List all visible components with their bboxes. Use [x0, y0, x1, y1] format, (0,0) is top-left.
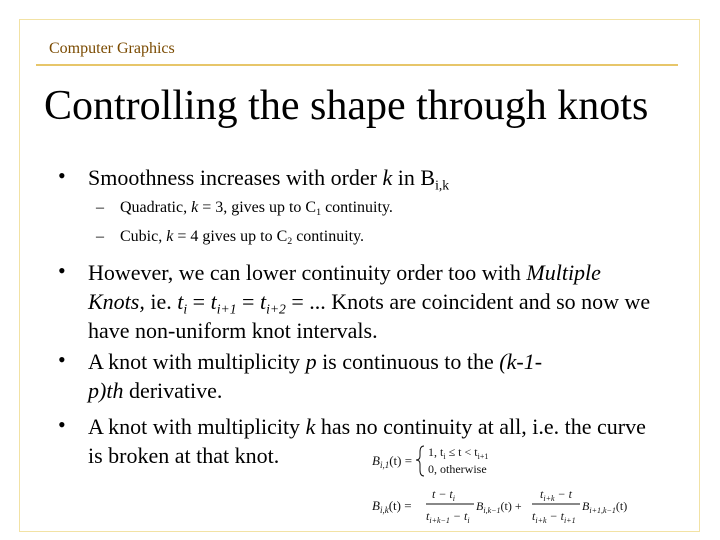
formula-lhs1: $B_{i,1}(t)$ =	[372, 453, 413, 470]
formula-den2: $t_{i+k} - t_{i+1}$	[532, 509, 576, 525]
bullet-multiplicity-p: A knot with multiplicity p is continuous to the (k-1-p)th derivative.	[88, 349, 543, 403]
bullet-dot: •	[58, 163, 66, 188]
sub-bullet-quadratic: Quadratic, k = 3, gives up to $C_1$ continuity.	[120, 199, 393, 219]
sub-bullet-cubic: Cubic, k = 4 gives up to $C_2$ continuity.	[120, 228, 365, 248]
bspline-recurrence-formula	[368, 440, 640, 526]
formula-case1: 1, $t_i \le t < t_{i+1}$	[428, 445, 489, 461]
formula-brace	[416, 446, 424, 476]
slide-header: Computer Graphics	[49, 40, 175, 57]
bullet-dot: •	[58, 412, 66, 437]
slide-title: Controlling the shape through knots	[44, 83, 649, 129]
sub-bullet-dash: –	[96, 199, 104, 216]
formula-term1: $B_{i,k-1}(t)$ +	[476, 499, 522, 515]
bullet-multiplicity-k: A knot with multiplicity k has no continuity at all, i.e. the curve is broken at that knot.	[88, 414, 646, 468]
bullet-dot: •	[58, 347, 66, 372]
bullet-multiple-knots: However, we can lower continuity order too with Multiple Knots, ie. $t_i = t_{i+1} = t_{i+2}$ = ... Knots are coincident and so now we have non-uniform knot intervals.	[88, 260, 651, 343]
header-rule	[36, 64, 678, 66]
bullet-dot: •	[58, 258, 66, 283]
formula-case2: 0, otherwise	[428, 462, 487, 476]
formula-den1: $t_{i+k-1} - t_i$	[426, 509, 470, 525]
bullet-smoothness: Smoothness increases with order k in $B_{i,k}$	[88, 165, 450, 193]
formula-num1: $t - t_i$	[432, 487, 455, 503]
formula-lhs2: $B_{i,k}(t)$ =	[372, 498, 412, 515]
formula-num2: $t_{i+k} - t$	[540, 487, 572, 503]
sub-bullet-dash: –	[96, 228, 104, 245]
formula-term2: $B_{i+1,k-1}(t)$	[582, 499, 628, 515]
